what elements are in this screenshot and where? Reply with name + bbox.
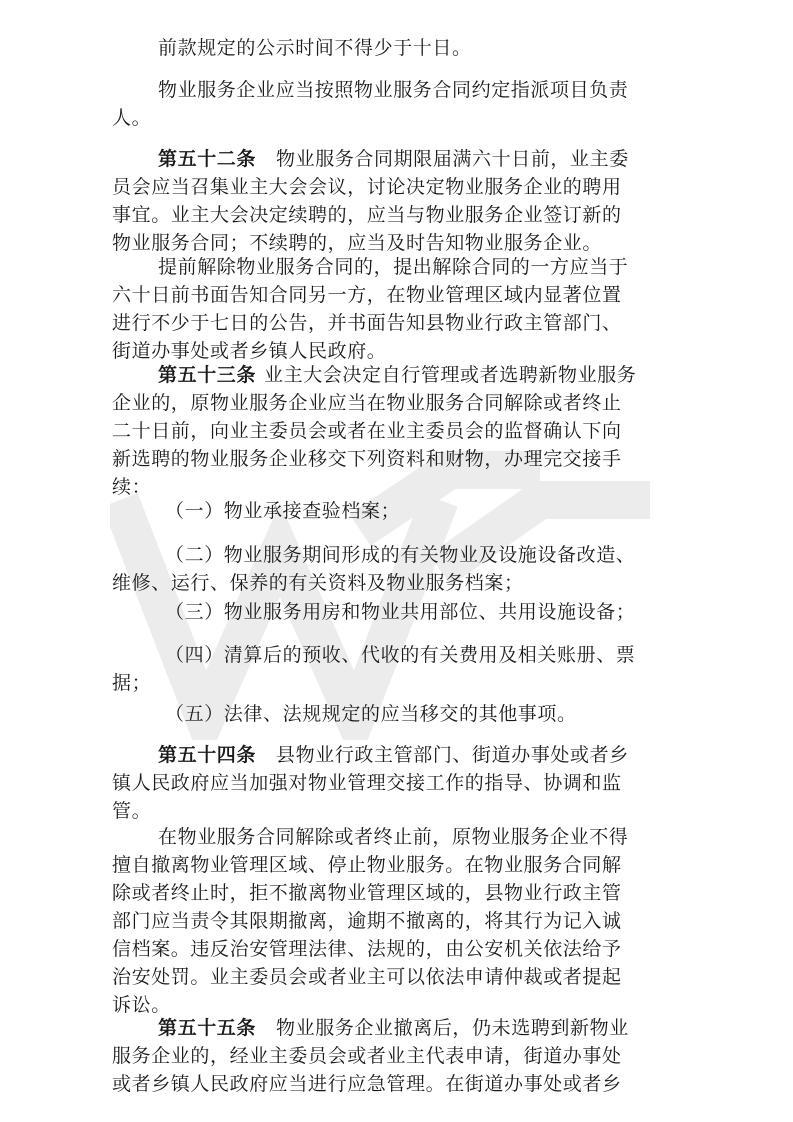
paragraph-line: 物业服务合同；不续聘的，应当及时告知物业服务企业。 xyxy=(112,232,603,254)
paragraph-line: 六十日前书面告知合同另一方，在物业管理区域内显著位置 xyxy=(112,284,622,306)
paragraph-line: 续： xyxy=(112,476,152,498)
list-item: 维修、运行、保养的有关资料及物业服务档案； xyxy=(112,572,524,594)
list-item: （五）法律、法规规定的应当移交的其他事项。 xyxy=(165,703,577,725)
list-item: （二）物业服务期间形成的有关物业及设施设备改造、 xyxy=(165,544,636,566)
article-53-text: 业主大会决定自行管理或者选聘新物业服务 xyxy=(264,364,637,386)
paragraph-line: 治安处罚。业主委员会或者业主可以依法申请仲裁或者提起 xyxy=(112,966,622,988)
paragraph-line: 镇人民政府应当加强对物业管理交接工作的指导、协调和监 xyxy=(112,772,622,794)
paragraph-line: 信档案。违反治安管理法律、法规的，由公安机关依法给予 xyxy=(112,938,622,960)
article-55-text: 物业服务企业撤离后，仍未选聘到新物业 xyxy=(276,1017,629,1039)
list-item: （四）清算后的预收、代收的有关费用及相关账册、票 xyxy=(165,644,636,666)
list-item: （一）物业承接查验档案； xyxy=(165,500,401,522)
paragraph-line: 进行不少于七日的公告，并书面告知县物业行政主管部门、 xyxy=(112,312,622,334)
article-55-title: 第五十五条 xyxy=(158,1017,257,1039)
article-52-text: 物业服务合同期限届满六十日前，业主委 xyxy=(276,148,629,170)
article-53-line xyxy=(158,361,672,389)
article-53-title: 第五十三条 xyxy=(158,364,257,386)
list-item: （三）物业服务用房和物业共用部位、共用设施设备； xyxy=(165,601,636,623)
paragraph-line: 物业服务企业应当按照物业服务合同约定指派项目负责 xyxy=(158,79,629,101)
paragraph-line: 街道办事处或者乡镇人民政府。 xyxy=(112,340,387,362)
article-52-line xyxy=(158,145,672,173)
list-item: 据； xyxy=(112,672,152,694)
article-54-line xyxy=(158,741,672,769)
paragraph-line: 部门应当责令其限期撤离，逾期不撤离的，将其行为记入诚 xyxy=(112,910,622,932)
article-54-text: 县物业行政主管部门、街道办事处或者乡 xyxy=(276,744,629,766)
paragraph-line: 提前解除物业服务合同的，提出解除合同的一方应当于 xyxy=(158,256,629,278)
paragraph-line: 企业的，原物业服务企业应当在物业服务合同解除或者终止 xyxy=(112,392,622,414)
paragraph-line: 二十日前，向业主委员会或者在业主委员会的监督确认下向 xyxy=(112,420,622,442)
article-55-line xyxy=(158,1014,672,1042)
paragraph-line: 员会应当召集业主大会会议，讨论决定物业服务企业的聘用 xyxy=(112,176,622,198)
paragraph-line: 人。 xyxy=(112,107,152,129)
paragraph-line: 或者乡镇人民政府应当进行应急管理。在街道办事处或者乡 xyxy=(112,1073,622,1095)
paragraph-line: 前款规定的公示时间不得少于十日。 xyxy=(158,37,472,59)
paragraph-line: 事宜。业主大会决定续聘的，应当与物业服务企业签订新的 xyxy=(112,204,622,226)
article-54-title: 第五十四条 xyxy=(158,744,257,766)
paragraph-line: 服务企业的，经业主委员会或者业主代表申请，街道办事处 xyxy=(112,1045,622,1067)
paragraph-line: 管。 xyxy=(112,800,152,822)
article-52-title: 第五十二条 xyxy=(158,148,257,170)
paragraph-line: 新选聘的物业服务企业移交下列资料和财物，办理完交接手 xyxy=(112,448,622,470)
paragraph-line: 诉讼。 xyxy=(112,994,171,1016)
paragraph-line: 在物业服务合同解除或者终止前，原物业服务企业不得 xyxy=(158,826,629,848)
paragraph-line: 除或者终止时，拒不撤离物业管理区域的，县物业行政主管 xyxy=(112,882,622,904)
paragraph-line: 擅自撤离物业管理区域、停止物业服务。在物业服务合同解 xyxy=(112,854,622,876)
